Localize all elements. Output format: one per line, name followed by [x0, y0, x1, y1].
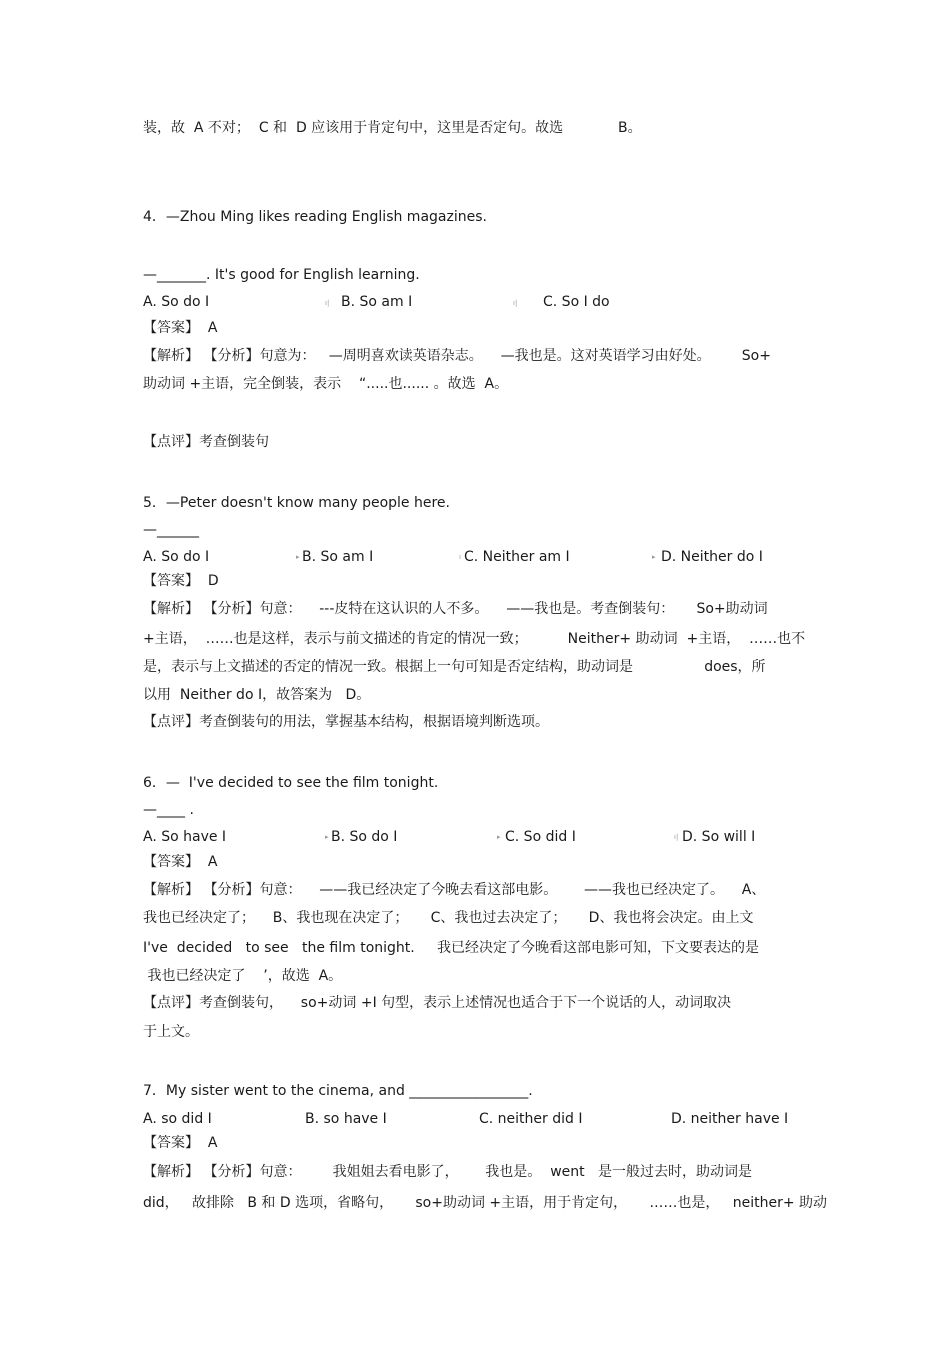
separator-mark: ▸ [497, 833, 501, 841]
q4-option-c: C. So I do [543, 294, 610, 310]
q7-option-a: A. so did I [143, 1111, 212, 1127]
q5-option-c: C. Neither am I [464, 549, 570, 565]
q7-prompt: 7．My sister went to the cinema, and _________________. [143, 1083, 533, 1099]
q4-option-b: B. So am I [341, 294, 413, 310]
separator-mark: ı| [674, 833, 679, 841]
q7-analysis-2: did， 故排除 B 和 D 选项，省略句， so+助动词 +主语，用于肯定句， ……也是， neither+ 助动 [143, 1195, 828, 1211]
q6-option-a: A. So have I [143, 829, 227, 845]
separator-mark: ▸ [652, 553, 656, 561]
q5-analysis-1: 【解析】 【分析】句意： ---皮特在这认识的人不多。 ——我也是。考查倒装句： So+助动词 [143, 601, 768, 617]
q6-comment-1: 【点评】考查倒装句， so+动词 +I 句型，表示上述情况也适合于下一个说话的人，动词取决 [143, 995, 732, 1011]
q7-analysis-1: 【解析】 【分析】句意： 我姐姐去看电影了， 我也是。 went 是一般过去时，助动词是 [143, 1164, 752, 1180]
q6-option-c: C. So did I [505, 829, 576, 845]
q5-reply: —______ [143, 522, 199, 538]
q7-option-c: C. neither did I [479, 1111, 583, 1127]
q6-option-d: D. So will I [682, 829, 756, 845]
q5-comment: 【点评】考查倒装句的用法，掌握基本结构，根据语境判断选项。 [143, 714, 549, 730]
q4-option-a: A. So do I [143, 294, 210, 310]
q6-analysis-2: 我也已经决定了； B、我也现在决定了； C、我也过去决定了； D、我也将会决定。由上文 [143, 910, 754, 926]
q5-option-b: B. So am I [302, 549, 374, 565]
q7-option-d: D. neither have I [671, 1111, 789, 1127]
q6-prompt: 6．— I've decided to see the film tonight. [143, 775, 439, 791]
q6-analysis-4: 我也已经决定了 ’，故选 A。 [143, 968, 343, 984]
q5-analysis-4: 以用 Neither do I，故答案为 D。 [143, 687, 371, 703]
separator-mark: ı [459, 553, 461, 561]
separator-mark: ı| [513, 299, 518, 307]
q7-answer: 【答案】 A [143, 1135, 218, 1151]
q5-analysis-3: 是，表示与上文描述的否定的情况一致。根据上一句可知是否定结构，助动词是 does，所 [143, 659, 766, 675]
q6-answer: 【答案】 A [143, 854, 218, 870]
q4-reply: —_______. It's good for English learning. [143, 267, 420, 283]
q4-analysis-2: 助动词 +主语，完全倒装，表示 “.....也...... 。故选 A。 [143, 376, 509, 392]
separator-mark: ▸ [296, 553, 300, 561]
q5-prompt: 5．—Peter doesn't know many people here. [143, 495, 450, 511]
q6-reply: —____ . [143, 802, 194, 818]
q5-option-a: A. So do I [143, 549, 210, 565]
q6-analysis-3: I've decided to see the film tonight. 我已经决定了今晚看这部电影可知，下文要表达的是 [143, 940, 759, 956]
continuation-answer: B。 [618, 120, 642, 136]
q4-comment: 【点评】考查倒装句 [143, 434, 269, 450]
q4-analysis-1: 【解析】 【分析】句意为： —周明喜欢读英语杂志。 —我也是。这对英语学习由好处。 So+ [143, 348, 771, 364]
q4-prompt: 4．—Zhou Ming likes reading English magazines. [143, 209, 487, 225]
q4-answer: 【答案】 A [143, 320, 218, 336]
q6-analysis-1: 【解析】 【分析】句意： ——我已经决定了今晚去看这部电影。 ——我也已经决定了。 A、 [143, 882, 766, 898]
continuation-text: 装，故 A 不对； C 和 D 应该用于肯定句中，这里是否定句。故选 [143, 120, 564, 136]
q5-analysis-2: +主语， ……也是这样，表示与前文描述的肯定的情况一致； Neither+ 助动词 +主语， ……也不 [143, 631, 806, 647]
q5-option-d: D. Neither do I [661, 549, 763, 565]
q6-option-b: B. So do I [331, 829, 398, 845]
q6-comment-2: 于上文。 [143, 1024, 199, 1040]
q5-answer: 【答案】 D [143, 573, 219, 589]
q7-option-b: B. so have I [305, 1111, 387, 1127]
separator-mark: ı| [325, 299, 330, 307]
separator-mark: ▸ [325, 833, 329, 841]
